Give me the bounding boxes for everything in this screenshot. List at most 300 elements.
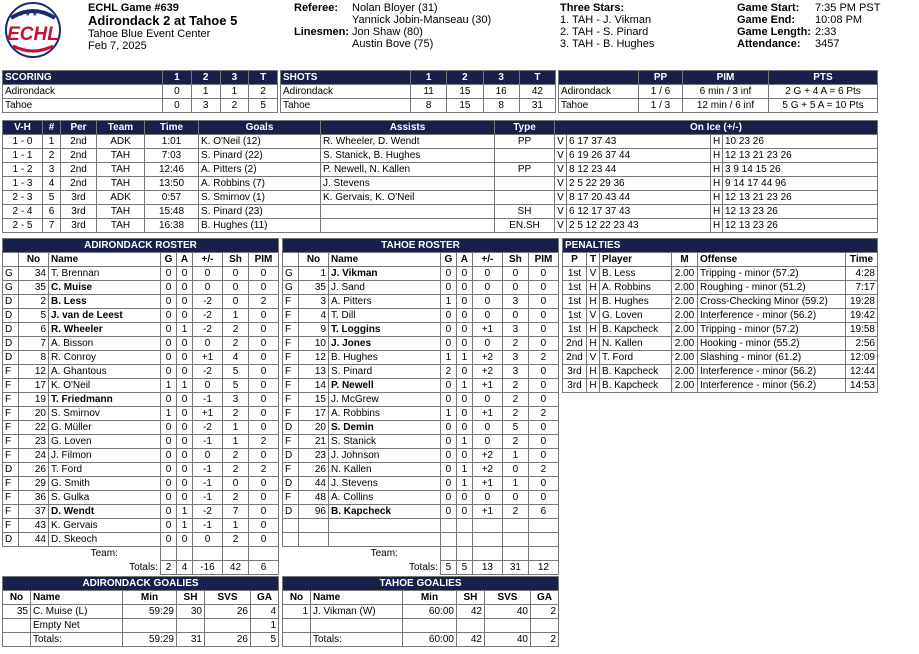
player-number: 3	[299, 295, 329, 309]
roster-row	[283, 421, 559, 435]
player-shots: 0	[502, 309, 528, 323]
goal-scorer: A. Robbins (7)	[199, 177, 321, 191]
goal-scorer: B. Hughes (11)	[199, 219, 321, 233]
empty-cell	[472, 519, 502, 533]
player-shots: 1	[222, 421, 248, 435]
goalie-minutes: 60:00	[402, 605, 456, 619]
goalie-number: 35	[3, 605, 31, 619]
player-assists: 0	[176, 449, 192, 463]
roster-row	[283, 393, 559, 407]
penalty-player: N. Kallen	[600, 337, 672, 351]
player-goals: 1	[440, 295, 456, 309]
visitor-on-ice: 8 17 20 43 44	[567, 191, 711, 205]
player-pim: 0	[248, 351, 278, 365]
goal-period: 2nd	[61, 177, 97, 191]
penalty-period: 1st	[563, 323, 587, 337]
goalie-ga: 4	[251, 605, 279, 619]
player-plus-minus: 0	[192, 267, 222, 281]
empty-cell	[299, 519, 329, 533]
penalty-minutes: 2.00	[672, 337, 698, 351]
player-shots: 2	[222, 407, 248, 421]
player-name: B. Hughes	[329, 351, 441, 365]
player-name: T. Loggins	[329, 323, 441, 337]
player-goals: 0	[440, 309, 456, 323]
player-pim: 0	[528, 393, 558, 407]
player-name: J. Jones	[329, 337, 441, 351]
roster-row	[3, 407, 279, 421]
player-name: D. Wendt	[49, 505, 161, 519]
goalie-minutes	[123, 619, 177, 633]
player-plus-minus: 0	[472, 491, 502, 505]
player-assists: 0	[176, 309, 192, 323]
score-cell: 0	[163, 99, 192, 113]
penalty-minutes-header: M	[672, 253, 698, 267]
player-pim: 0	[248, 267, 278, 281]
player-number: 20	[19, 407, 49, 421]
player-assists: 0	[176, 421, 192, 435]
game-end: 10:08 PM	[815, 14, 863, 26]
player-position: D	[283, 505, 299, 519]
referee-1: Nolan Bloyer (31)	[352, 2, 438, 14]
player-pim: 0	[528, 309, 558, 323]
empty-cell	[329, 519, 441, 533]
name-header: Name	[329, 253, 441, 267]
team-name: Tahoe	[281, 99, 411, 113]
player-plus-minus: 0	[192, 533, 222, 547]
empty-cell	[502, 519, 528, 533]
player-shots: 2	[222, 449, 248, 463]
visitor-on-ice: 8 12 23 44	[567, 163, 711, 177]
player-assists: 0	[456, 491, 472, 505]
roster-row	[3, 267, 279, 281]
player-name: T. Brennan	[49, 267, 161, 281]
goal-team: ADK	[97, 191, 145, 205]
goal-scorer: S. Pinard (22)	[199, 149, 321, 163]
player-plus-minus: -2	[192, 295, 222, 309]
player-assists: 0	[176, 463, 192, 477]
goalie-number-header: No	[3, 591, 31, 605]
goal-type: EN.SH	[495, 219, 555, 233]
goal-number: 4	[43, 177, 61, 191]
player-position: F	[3, 491, 19, 505]
penalty-team: H	[587, 379, 600, 393]
goal-period: 2nd	[61, 135, 97, 149]
player-number: 35	[19, 281, 49, 295]
home-on-ice: 12 13 23 26	[723, 219, 878, 233]
pim-cell: 12 min / 6 inf	[683, 99, 769, 113]
player-goals: 0	[440, 323, 456, 337]
penalty-row	[563, 295, 878, 309]
goalie-minutes: 59:29	[123, 605, 177, 619]
player-assists: 1	[176, 323, 192, 337]
visitor-marker: V	[555, 219, 567, 233]
goal-period: 3rd	[61, 205, 97, 219]
player-goals: 0	[160, 309, 176, 323]
roster-row	[3, 533, 279, 547]
player-name: T. Friedmann	[49, 393, 161, 407]
roster-row	[3, 393, 279, 407]
player-plus-minus: +2	[472, 351, 502, 365]
linesman-2: Austin Bove (75)	[352, 38, 434, 50]
player-name: A. Collins	[329, 491, 441, 505]
player-shots: 3	[222, 393, 248, 407]
penalty-player: G. Loven	[600, 309, 672, 323]
home-marker: H	[711, 149, 723, 163]
empty-cell	[283, 519, 299, 533]
roster-row	[283, 309, 559, 323]
visitor-marker: V	[555, 135, 567, 149]
player-plus-minus: 0	[472, 421, 502, 435]
player-number: 22	[19, 421, 49, 435]
goal-team: TAH	[97, 177, 145, 191]
penalty-team: H	[587, 323, 600, 337]
home-on-ice: 12 13 21 23 26	[723, 191, 878, 205]
player-number: 26	[19, 463, 49, 477]
goal-row	[3, 135, 878, 149]
penalty-row	[563, 267, 878, 281]
goalie-ga	[530, 619, 558, 633]
penalty-row	[563, 309, 878, 323]
player-plus-minus: -1	[192, 477, 222, 491]
game-length-label: Game Length:	[737, 26, 811, 38]
player-pim: 0	[248, 533, 278, 547]
player-plus-minus: -2	[192, 309, 222, 323]
player-pim: 0	[248, 393, 278, 407]
roster-row	[3, 505, 279, 519]
player-shots: 0	[222, 281, 248, 295]
player-number: 1	[299, 267, 329, 281]
shots-cell: 15	[447, 85, 483, 99]
special-teams-table	[558, 70, 878, 113]
penalty-period: 1st	[563, 309, 587, 323]
empty-cell	[160, 547, 176, 561]
roster-row	[3, 463, 279, 477]
player-pim: 0	[248, 379, 278, 393]
visitor-on-ice: 6 12 17 37 43	[567, 205, 711, 219]
goalie-minutes-header: Min	[123, 591, 177, 605]
penalty-team: H	[587, 365, 600, 379]
player-position: D	[3, 351, 19, 365]
player-plus-minus: 0	[472, 295, 502, 309]
player-goals: 0	[160, 323, 176, 337]
period-header: Per	[61, 121, 97, 135]
scoring-row	[3, 85, 278, 99]
goalie-row	[283, 633, 559, 647]
player-pim: 0	[528, 323, 558, 337]
penalty-player: T. Ford	[600, 351, 672, 365]
goalie-header-row	[283, 591, 559, 605]
player-number: 17	[299, 407, 329, 421]
roster-row	[3, 421, 279, 435]
empty-cell	[248, 547, 278, 561]
goal-assists	[321, 205, 495, 219]
player-pim: 2	[248, 435, 278, 449]
player-shots: 2	[502, 435, 528, 449]
player-name: B. Less	[49, 295, 161, 309]
player-plus-minus: -2	[192, 365, 222, 379]
player-plus-minus: 0	[472, 267, 502, 281]
player-assists: 1	[456, 379, 472, 393]
penalty-offense: Tripping - minor (57.2)	[698, 267, 846, 281]
penalty-minutes: 2.00	[672, 267, 698, 281]
goal-row	[3, 149, 878, 163]
player-name: G. Müller	[49, 421, 161, 435]
player-pim: 0	[528, 267, 558, 281]
player-assists: 0	[176, 435, 192, 449]
player-shots: 5	[222, 365, 248, 379]
shots-cell: 8	[483, 99, 519, 113]
goal-team: TAH	[97, 163, 145, 177]
game-length: 2:33	[815, 26, 837, 38]
roster-row	[283, 477, 559, 491]
empty-cell	[283, 547, 329, 561]
player-number: 5	[19, 309, 49, 323]
visitor-on-ice: 2 5 22 29 36	[567, 177, 711, 191]
player-goals: 0	[440, 421, 456, 435]
player-position: D	[3, 295, 19, 309]
visitor-marker: V	[555, 163, 567, 177]
player-plus-minus: 0	[192, 337, 222, 351]
penalty-player: B. Kapcheck	[600, 323, 672, 337]
player-shots: 2	[502, 407, 528, 421]
total-assists: 5	[456, 561, 472, 575]
score-cell: 5	[249, 99, 278, 113]
svg-text:★ ★ ★: ★ ★ ★	[18, 12, 38, 18]
player-position: F	[283, 463, 299, 477]
goal-number: 2	[43, 149, 61, 163]
period-header: T	[519, 71, 555, 85]
player-goals: 0	[160, 365, 176, 379]
empty-cell	[456, 533, 472, 547]
away-goalies-title: ADIRONDACK GOALIES	[3, 577, 279, 591]
player-plus-minus: 0	[192, 379, 222, 393]
goalie-minutes: 59:29	[123, 633, 177, 647]
goalie-row	[3, 605, 279, 619]
empty-cell	[456, 547, 472, 561]
player-pim: 2	[528, 351, 558, 365]
number-header: No	[299, 253, 329, 267]
player-name: S. Pinard	[329, 365, 441, 379]
player-number: 34	[19, 267, 49, 281]
player-pim: 0	[528, 435, 558, 449]
player-shots: 2	[222, 337, 248, 351]
player-assists: 0	[456, 365, 472, 379]
home-marker: H	[711, 163, 723, 177]
star-3: 3. TAH - B. Hughes	[560, 38, 655, 50]
player-shots: 1	[222, 519, 248, 533]
player-pim: 0	[248, 323, 278, 337]
player-shots: 5	[222, 379, 248, 393]
player-goals: 1	[160, 379, 176, 393]
player-number: 12	[19, 365, 49, 379]
type-header: Type	[495, 121, 555, 135]
goalie-number-header: No	[283, 591, 311, 605]
player-plus-minus: 0	[472, 337, 502, 351]
player-goals: 0	[160, 435, 176, 449]
pts-cell: 2 G + 4 A = 6 Pts	[769, 85, 878, 99]
player-position: F	[3, 421, 19, 435]
goal-type	[495, 191, 555, 205]
scoring-row	[3, 99, 278, 113]
player-pim: 0	[248, 365, 278, 379]
player-number: 44	[299, 477, 329, 491]
goal-assists: J. Stevens	[321, 177, 495, 191]
player-goals: 0	[440, 435, 456, 449]
player-number: 29	[19, 477, 49, 491]
player-plus-minus: -1	[192, 491, 222, 505]
player-number: 23	[299, 449, 329, 463]
player-number: 15	[299, 393, 329, 407]
player-number: 2	[19, 295, 49, 309]
total-assists: 4	[176, 561, 192, 575]
player-plus-minus: -1	[192, 435, 222, 449]
player-plus-minus: +2	[472, 449, 502, 463]
player-plus-minus: -2	[192, 421, 222, 435]
penalty-time: 2:56	[845, 337, 877, 351]
player-position: F	[283, 337, 299, 351]
player-pim: 0	[248, 337, 278, 351]
roster-row	[3, 295, 279, 309]
player-goals: 0	[160, 337, 176, 351]
player-position: F	[283, 295, 299, 309]
player-pim: 0	[528, 449, 558, 463]
goal-row	[3, 205, 878, 219]
blank-header	[559, 71, 639, 85]
score-state: 1 - 1	[3, 149, 43, 163]
score-cell: 2	[220, 99, 249, 113]
team-row	[283, 547, 559, 561]
goal-period: 3rd	[61, 191, 97, 205]
pim-header: PIM	[683, 71, 769, 85]
roster-row	[3, 379, 279, 393]
game-header	[0, 0, 919, 62]
penalty-period: 1st	[563, 281, 587, 295]
player-goals: 0	[160, 477, 176, 491]
player-shots: 2	[502, 337, 528, 351]
player-pim: 2	[248, 463, 278, 477]
goal-assists: P. Newell, N. Kallen	[321, 163, 495, 177]
visitor-on-ice: 6 17 37 43	[567, 135, 711, 149]
player-assists: 0	[456, 449, 472, 463]
player-name: K. O'Neil	[49, 379, 161, 393]
player-shots: 0	[502, 463, 528, 477]
roster-row	[283, 449, 559, 463]
roster-row	[3, 435, 279, 449]
penalty-minutes: 2.00	[672, 295, 698, 309]
goal-scorer: A. Pitters (2)	[199, 163, 321, 177]
player-position: D	[283, 421, 299, 435]
linesmen-label: Linesmen:	[294, 26, 350, 38]
player-pim: 0	[248, 309, 278, 323]
empty-cell	[472, 547, 502, 561]
penalty-offense: Slashing - minor (61.2)	[698, 351, 846, 365]
player-pim: 0	[528, 421, 558, 435]
home-marker: H	[711, 177, 723, 191]
visitor-marker: V	[555, 191, 567, 205]
goal-team: ADK	[97, 135, 145, 149]
pp-header: PP	[639, 71, 683, 85]
home-on-ice: 3 9 14 15 26	[723, 163, 878, 177]
goalie-saves: 40	[484, 605, 530, 619]
roster-row	[283, 337, 559, 351]
totals-label: Totals:	[409, 561, 438, 573]
player-shots: 2	[502, 393, 528, 407]
player-shots: 0	[222, 477, 248, 491]
player-name: G. Smith	[49, 477, 161, 491]
roster-header-row	[283, 253, 559, 267]
goalie-name: Empty Net	[31, 619, 123, 633]
goalie-ga-header: GA	[251, 591, 279, 605]
goalie-shots: 42	[456, 605, 484, 619]
player-position: D	[3, 463, 19, 477]
goalie-number: 1	[283, 605, 311, 619]
game-number: ECHL Game #639	[88, 2, 179, 14]
player-number: 9	[299, 323, 329, 337]
visitor-on-ice: 2 5 12 22 23 43	[567, 219, 711, 233]
player-position: G	[283, 281, 299, 295]
attendance: 3457	[815, 38, 840, 50]
penalty-period: 3rd	[563, 365, 587, 379]
player-assists: 0	[176, 365, 192, 379]
player-number: 96	[299, 505, 329, 519]
home-on-ice: 12 13 21 23 26	[723, 149, 878, 163]
player-name: J. Filmon	[49, 449, 161, 463]
player-plus-minus: +1	[472, 477, 502, 491]
visitor-marker: V	[555, 177, 567, 191]
player-position: F	[3, 393, 19, 407]
team-row	[3, 547, 279, 561]
player-name: A. Bisson	[49, 337, 161, 351]
goal-time: 15:48	[145, 205, 199, 219]
goalie-saves-header: SVS	[484, 591, 530, 605]
empty-cell	[176, 547, 192, 561]
score-cell: 1	[191, 85, 220, 99]
pts-header: PTS	[769, 71, 878, 85]
player-pim: 0	[248, 449, 278, 463]
goalie-ga: 5	[251, 633, 279, 647]
period-header: 3	[483, 71, 519, 85]
player-goals: 0	[160, 421, 176, 435]
player-assists: 1	[456, 351, 472, 365]
player-assists: 0	[176, 295, 192, 309]
score-cell: 3	[191, 99, 220, 113]
goal-number: 7	[43, 219, 61, 233]
player-plus-minus: +2	[472, 463, 502, 477]
period-header: 1	[411, 71, 447, 85]
team-name: Adirondack	[281, 85, 411, 99]
goal-type: PP	[495, 135, 555, 149]
goalie-shots	[177, 619, 205, 633]
goal-period: 3rd	[61, 219, 97, 233]
visitor-on-ice: 6 19 26 37 44	[567, 149, 711, 163]
player-shots: 7	[222, 505, 248, 519]
goalie-minutes: 60:00	[402, 633, 456, 647]
goalie-row	[283, 619, 559, 633]
period-header: 2	[191, 71, 220, 85]
pim-header: PIM	[528, 253, 558, 267]
player-position: F	[3, 435, 19, 449]
penalty-row	[563, 351, 878, 365]
player-number: 26	[299, 463, 329, 477]
number-header: No	[19, 253, 49, 267]
player-assists: 1	[456, 463, 472, 477]
player-plus-minus: 0	[192, 281, 222, 295]
roster-row	[3, 365, 279, 379]
score-state: 2 - 3	[3, 191, 43, 205]
player-pim: 0	[248, 491, 278, 505]
player-goals: 0	[160, 351, 176, 365]
score-cell: 2	[249, 85, 278, 99]
